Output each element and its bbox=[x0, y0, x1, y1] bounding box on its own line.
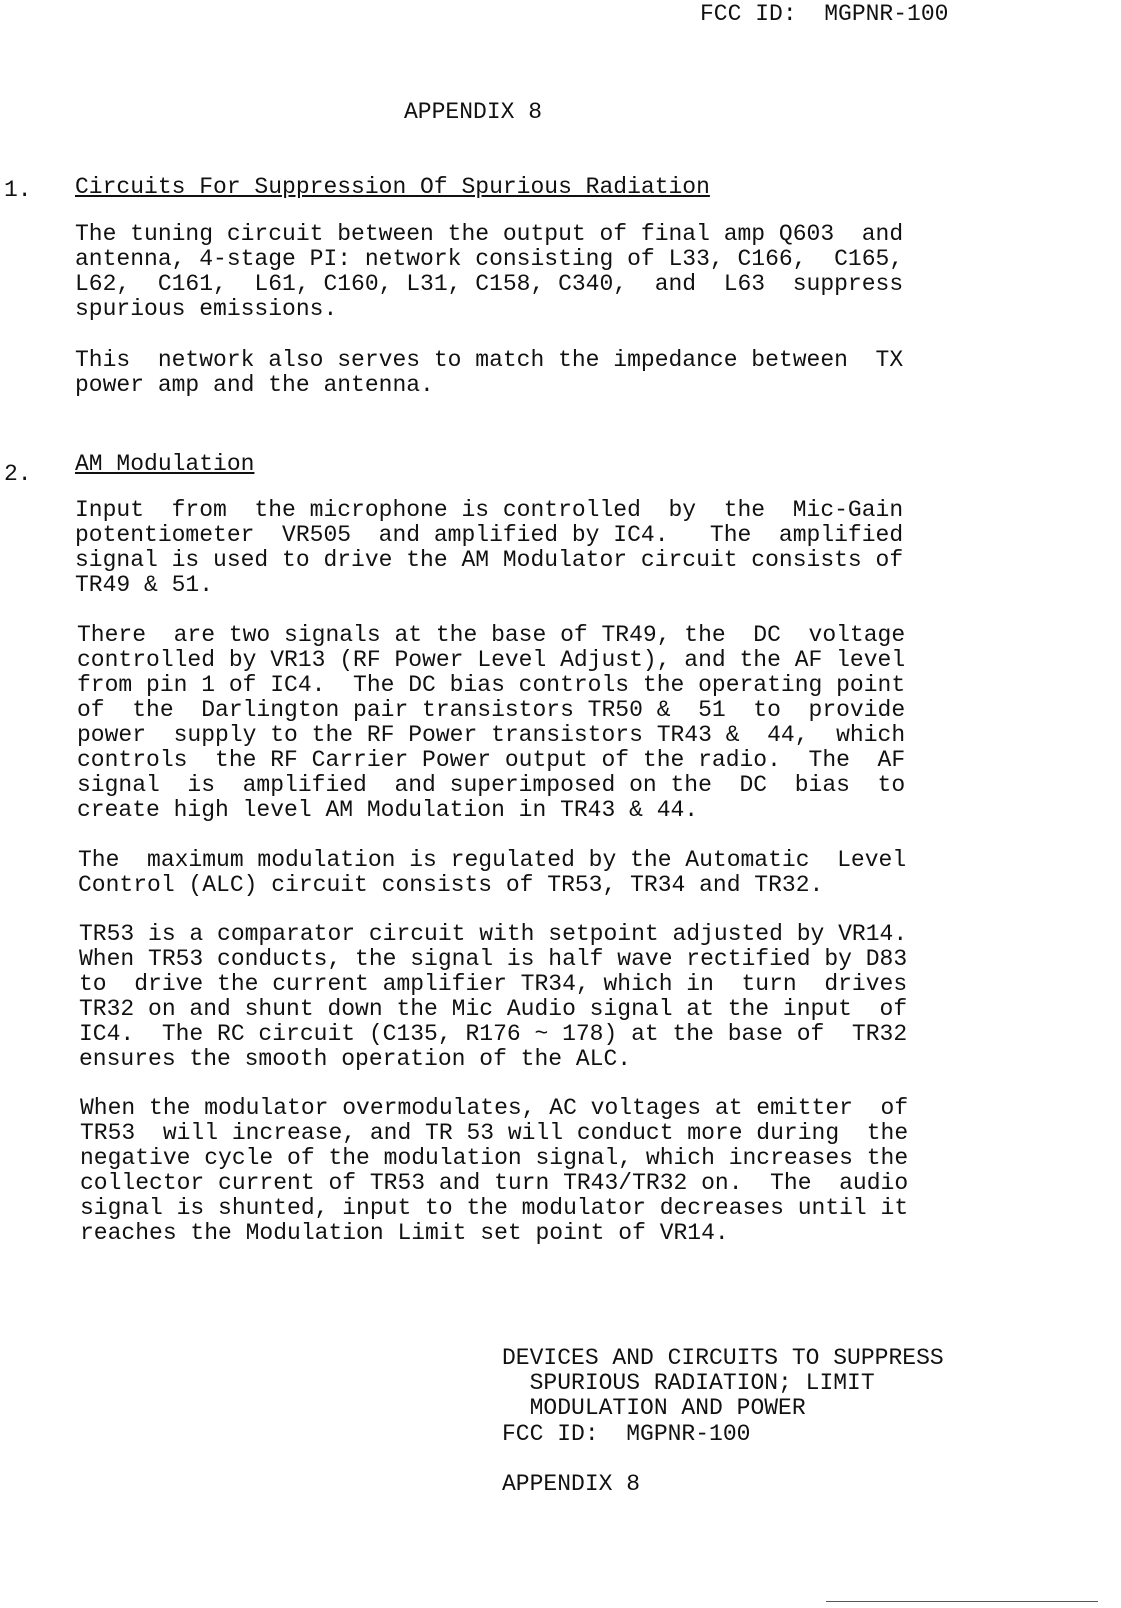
section-2-heading: AM Modulation bbox=[75, 451, 255, 477]
section-1-paragraph-1: The tuning circuit between the output of final amp Q603 and antenna, 4-stage PI: network consisting of L33, C166, C165, L62, C161, L61, C160, L31, C158, C340, and L63 suppress spurious emissions. bbox=[75, 221, 904, 322]
section-2-paragraph-2: There are two signals at the base of TR49, the DC voltage controlled by VR13 (RF Power Level Adjust), and the AF level from pin 1 of IC4. The DC bias controls the operating point of the Darlington pair transistors TR50 & 51 to provide power supply to the RF Power transistors TR43 & 44, which controls the RF Carrier Power output of the radio. The AF signal is amplified and superimposed on the DC bias to create high level AM Modulation in TR43 & 44. bbox=[77, 622, 906, 823]
section-1-paragraph-2: This network also serves to match the impedance between TX power amp and the antenna. bbox=[75, 347, 904, 398]
footer-fcc-id: FCC ID: MGPNR-100 bbox=[502, 1421, 751, 1447]
footer-appendix: APPENDIX 8 bbox=[502, 1471, 641, 1497]
section-2-paragraph-3: The maximum modulation is regulated by the Automatic Level Control (ALC) circuit consists of TR53, TR34 and TR32. bbox=[78, 847, 907, 898]
section-1-number: 1. bbox=[4, 177, 32, 203]
footer-rule bbox=[826, 1601, 1098, 1602]
section-2-paragraph-5: When the modulator overmodulates, AC voltages at emitter of TR53 will increase, and TR 53 will conduct more during the negative cycle of the modulation signal, which increases the collector current of TR53 and turn TR43/TR32 on. The audio signal is shunted, input to the modulator decreases until it reaches the Modulation Limit set point of VR14. bbox=[80, 1095, 909, 1246]
page-title: APPENDIX 8 bbox=[404, 99, 543, 125]
section-2-paragraph-1: Input from the microphone is controlled by the Mic-Gain potentiometer VR505 and amplified by IC4. The amplified signal is used to drive the AM Modulator circuit consists of TR49 & 51. bbox=[75, 497, 904, 598]
section-2-paragraph-4: TR53 is a comparator circuit with setpoint adjusted by VR14. When TR53 conducts, the signal is half wave rectified by D83 to drive the current amplifier TR34, which in turn drives TR32 on and shunt down the Mic Audio signal at the input of IC4. The RC circuit (C135, R176 ~ 178) at the base of TR32 ensures the smooth operation of the ALC. bbox=[79, 921, 908, 1072]
section-1-heading: Circuits For Suppression Of Spurious Radiation bbox=[75, 174, 710, 200]
header-fcc-id: FCC ID: MGPNR-100 bbox=[700, 1, 949, 27]
footer-title: DEVICES AND CIRCUITS TO SUPPRESS SPURIOUS RADIATION; LIMIT MODULATION AND POWER bbox=[502, 1345, 944, 1421]
section-2-number: 2. bbox=[4, 461, 32, 487]
